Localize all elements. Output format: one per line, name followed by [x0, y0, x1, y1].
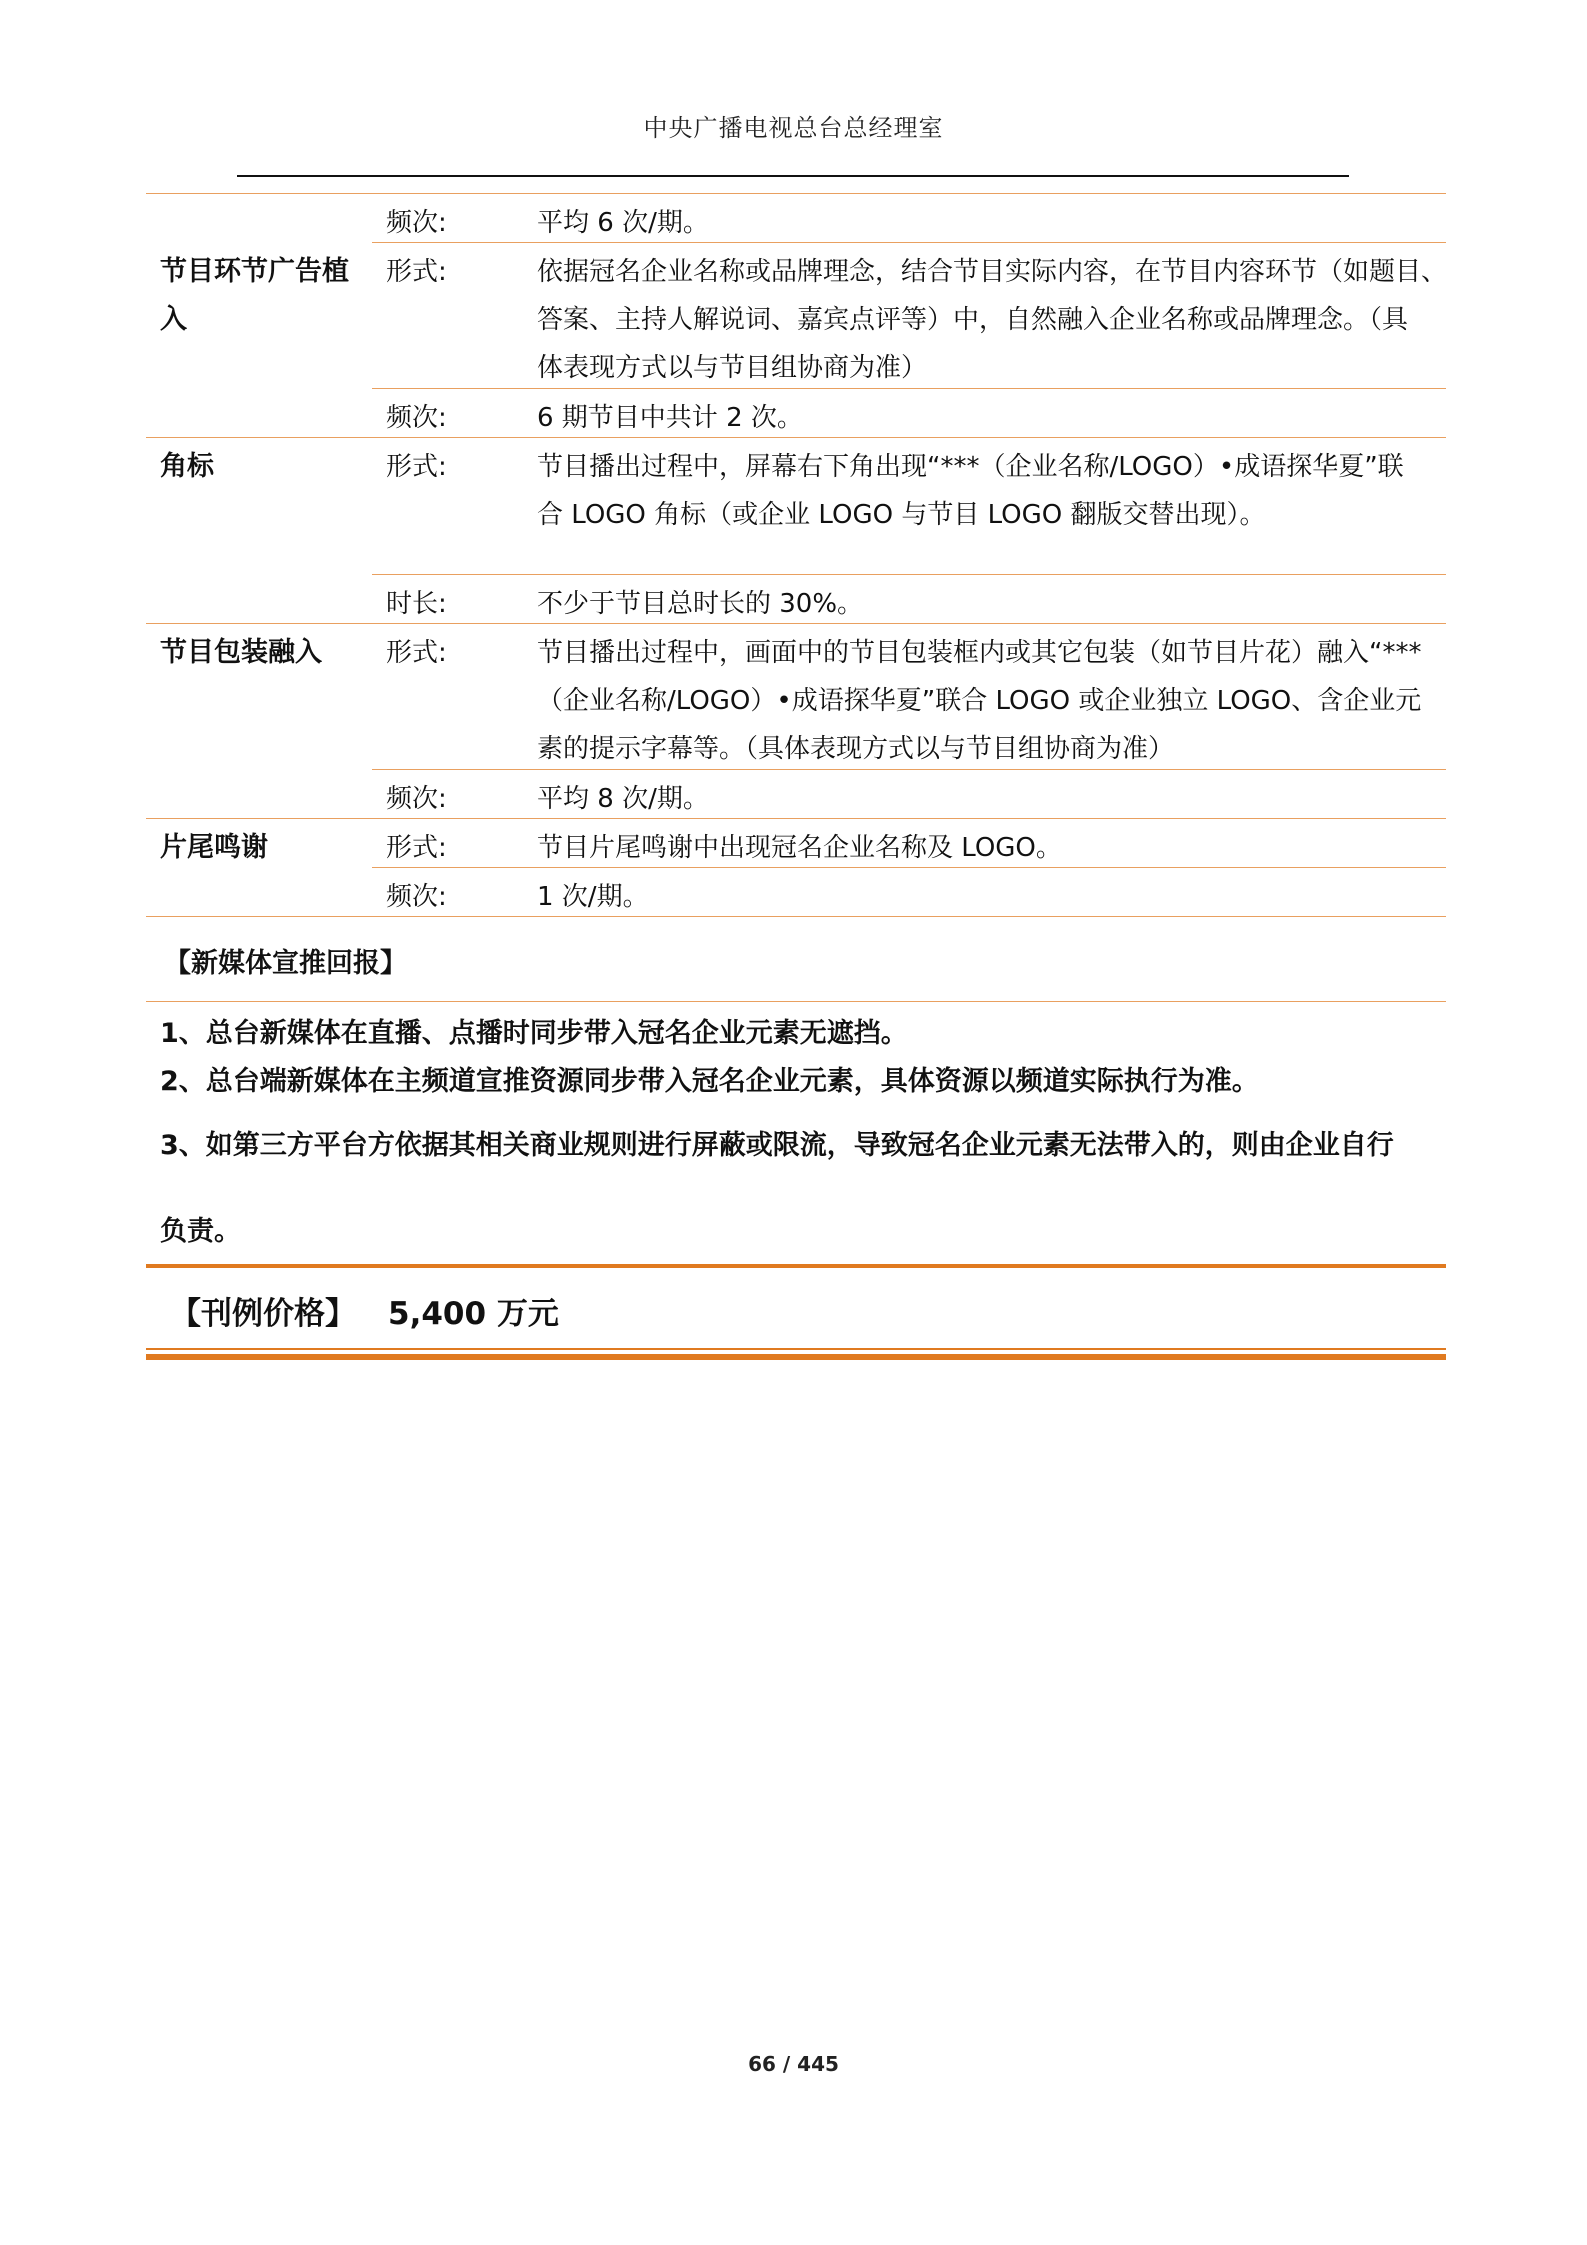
new-media-item: 2、总台端新媒体在主频道宣推资源同步带入冠名企业元素，具体资源以频道实际执行为准。	[160, 1066, 1259, 1097]
price-label: 【刊例价格】	[170, 1296, 356, 1332]
row-category: 节目包装融入	[160, 637, 322, 668]
table-rule	[146, 1001, 1446, 1002]
row-text: 不少于节目总时长的 30%。	[537, 589, 864, 619]
row-text: 平均 6 次/期。	[537, 208, 709, 238]
page-header: 中央广播电视总台总经理室	[643, 114, 944, 142]
row-text: 1 次/期。	[537, 882, 649, 912]
header-divider	[237, 175, 1349, 177]
row-category: 片尾鸣谢	[160, 832, 268, 863]
price-top-rule	[146, 1264, 1446, 1268]
new-media-item: 负责。	[160, 1216, 241, 1247]
row-text: 节目播出过程中，屏幕右下角出现“***（企业名称/LOGO）•成语探华夏”联	[537, 452, 1404, 482]
row-label: 时长:	[386, 589, 447, 619]
row-label: 形式:	[386, 452, 447, 482]
table-rule	[146, 818, 1446, 819]
new-media-item: 1、总台新媒体在直播、点播时同步带入冠名企业元素无遮挡。	[160, 1018, 908, 1049]
row-text: 素的提示字幕等。（具体表现方式以与节目组协商为准）	[537, 734, 1175, 764]
new-media-heading: 【新媒体宣推回报】	[164, 948, 407, 979]
row-label: 频次:	[386, 882, 447, 912]
row-text: （企业名称/LOGO）•成语探华夏”联合 LOGO 或企业独立 LOGO、含企业元	[537, 686, 1422, 716]
table-rule	[372, 574, 1446, 575]
row-text: 合 LOGO 角标（或企业 LOGO 与节目 LOGO 翻版交替出现）。	[537, 500, 1266, 530]
row-text: 答案、主持人解说词、嘉宾点评等）中，自然融入企业名称或品牌理念。（具	[537, 305, 1409, 335]
row-label: 频次:	[386, 784, 447, 814]
price-value: 5,400 万元	[388, 1296, 559, 1332]
new-media-item: 3、如第三方平台方依据其相关商业规则进行屏蔽或限流，导致冠名企业元素无法带入的，则由企业自行	[160, 1130, 1394, 1161]
row-text: 节目片尾鸣谢中出现冠名企业名称及 LOGO。	[537, 833, 1062, 863]
row-category: 节目环节广告植	[160, 256, 349, 287]
row-label: 形式:	[386, 257, 447, 287]
price-bottom-rule	[146, 1354, 1446, 1360]
table-rule	[146, 193, 1446, 194]
row-text: 节目播出过程中，画面中的节目包装框内或其它包装（如节目片花）融入“***	[537, 638, 1422, 668]
row-category: 入	[160, 304, 187, 335]
page-number: 66 / 445	[748, 2052, 839, 2076]
row-text: 体表现方式以与节目组协商为准）	[537, 353, 928, 383]
row-label: 频次:	[386, 208, 447, 238]
row-text: 6 期节目中共计 2 次。	[537, 403, 803, 433]
row-label: 形式:	[386, 833, 447, 863]
row-text: 依据冠名企业名称或品牌理念，结合节目实际内容，在节目内容环节（如题目、	[537, 257, 1448, 287]
price-bottom-rule	[146, 1348, 1446, 1350]
row-label: 形式:	[386, 638, 447, 668]
table-rule	[146, 916, 1446, 917]
row-category: 角标	[160, 451, 214, 482]
table-rule	[372, 242, 1446, 243]
row-label: 频次:	[386, 403, 447, 433]
row-text: 平均 8 次/期。	[537, 784, 709, 814]
